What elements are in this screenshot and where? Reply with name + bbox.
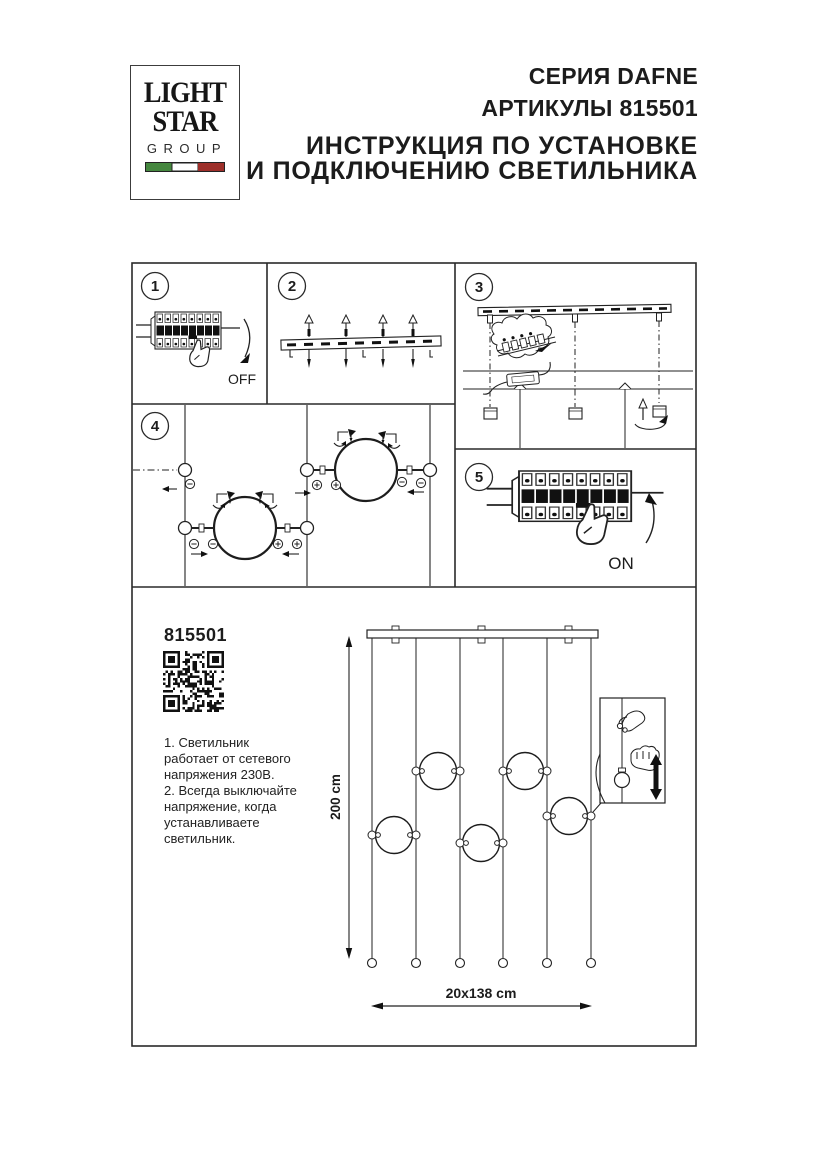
note-2: 2. Всегда выключайте напряжение, когда устанавливаете светильник. [164,783,297,846]
step-badges [142,273,493,491]
off-label: OFF [228,371,256,387]
step1-power-off-drawing [136,312,256,387]
logo-word-group: GROUP [146,141,228,156]
series-title: СЕРИЯ DAFNE [528,63,698,89]
step-3-number: 3 [474,279,484,296]
height-dim-label: 200 cm [328,774,343,820]
step5-power-on-drawing [487,471,664,573]
width-dim-label: 20x138 cm [445,985,517,1001]
safety-notes [164,735,304,847]
articles-title: АРТИКУЛЫ 815501 [481,95,698,121]
logo-word-light: LIGHT [143,76,227,109]
step-5-number: 5 [474,469,484,486]
height-dimension [328,636,352,959]
article-number: 815501 [164,625,228,645]
on-label: ON [608,554,634,573]
qr-code [163,651,224,712]
step-1-number: 1 [150,278,160,295]
terminal-block-callout [491,314,556,358]
step4-sphere-assembly-drawing [133,405,437,586]
step2-rail-drawing [281,315,441,368]
step3-suspension-drawing [463,304,693,448]
lightstar-logo [130,65,240,200]
step-4-number: 4 [150,418,160,435]
product-drawing [328,626,665,1009]
document-title: ИНСТРУКЦИЯ ПО УСТАНОВКЕ И ПОДКЛЮЧЕНИЮ СВЕТИЛЬНИКА [246,132,698,185]
note-1: 1. Светильник работает от сетевого напряжения 230В. [164,735,291,782]
header-titles [246,60,698,184]
height-adjust-inset [593,698,665,812]
glass-sphere [179,491,314,559]
glass-sphere [295,429,437,501]
italian-flag-icon [145,162,225,172]
logo-word-star: STAR [152,105,218,138]
width-dimension [371,985,592,1009]
step-2-number: 2 [287,278,297,295]
